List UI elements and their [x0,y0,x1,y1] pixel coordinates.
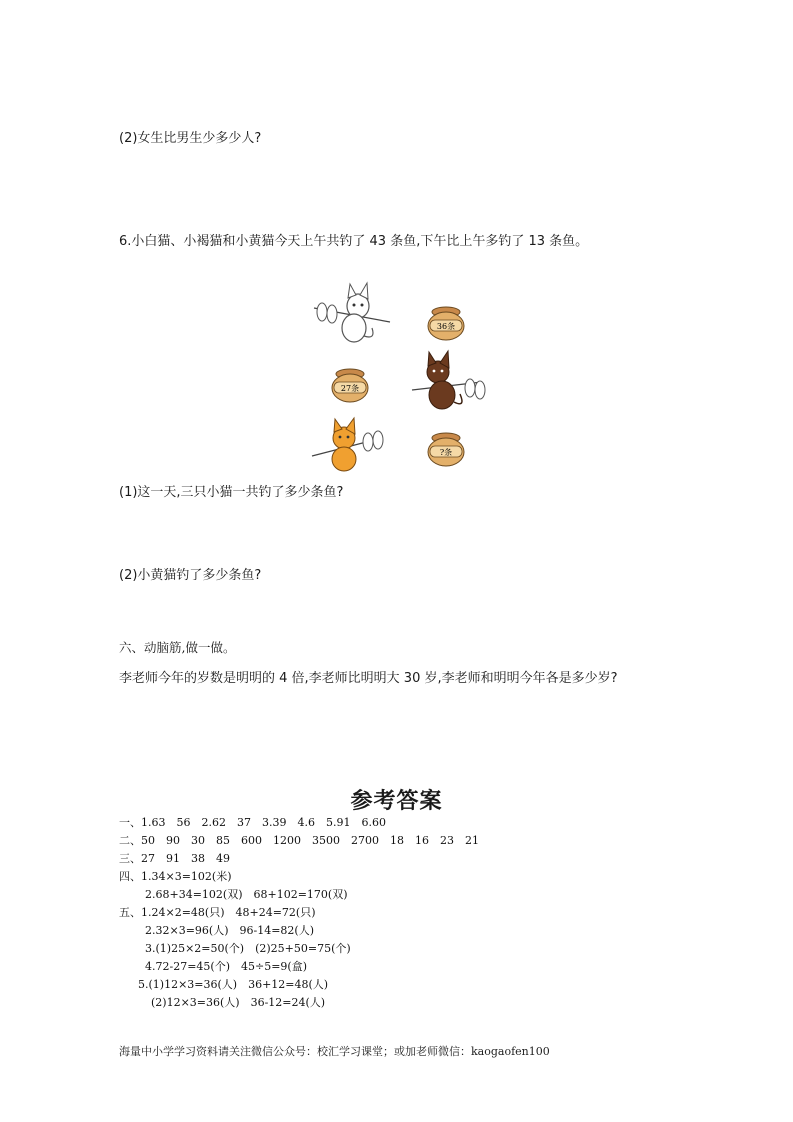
jar-yellow-cat-icon [428,433,464,466]
footer-note: 海量中小学学习资料请关注微信公众号：校汇学习课堂；或加老师微信：kaogaofen100 [119,1045,550,1058]
white-cat-icon [314,283,390,342]
answer-line: 4.72-27=45(个) 45÷5=9(盒) [145,960,308,973]
answer-line: 二、50 90 30 85 600 1200 3500 2700 18 16 23 21 [119,834,479,847]
question-6-part-2: (2)小黄猫钓了多少条鱼? [119,568,262,583]
question-6-part-1: (1)这一天,三只小猫一共钓了多少条鱼? [119,485,344,500]
jar-white-cat-icon [428,307,464,340]
jar-brown-cat-icon [332,369,368,402]
jar-yellow-label: ?条 [439,448,453,457]
yellow-cat-icon [312,418,383,471]
answer-line: (2)12×3=36(人) 36-12=24(人) [151,996,326,1009]
answer-line: 2.32×3=96(人) 96-14=82(人) [145,924,315,937]
answer-line: 3.(1)25×2=50(个) (2)25+50=75(个) [145,942,351,955]
jar-brown-label: 27条 [340,384,360,393]
section-six-heading: 六、动脑筋,做一做。 [119,640,236,655]
question-5-part-2: (2)女生比男生少多少人? [119,131,262,146]
brain-teaser-question: 李老师今年的岁数是明明的 4 倍,李老师比明明大 30 岁,李老师和明明今年各是多少岁? [119,671,618,686]
answer-key-title: 参考答案 [350,789,443,814]
jar-white-label: 36条 [436,322,456,331]
brown-cat-icon [412,351,485,409]
answer-line: 2.68+34=102(双) 68+102=170(双) [145,888,348,901]
answer-line: 5.(1)12×3=36(人) 36+12=48(人) [138,978,329,991]
answer-line: 五、1.24×2=48(只) 48+24=72(只) [119,906,316,919]
question-6: 6.小白猫、小褐猫和小黄猫今天上午共钓了 43 条鱼,下午比上午多钓了 13 条鱼。 [119,234,589,249]
answer-line: 四、1.34×3=102(米) [119,870,232,883]
answer-line: 三、27 91 38 49 [119,852,230,865]
answer-line: 一、1.63 56 2.62 37 3.39 4.6 5.91 6.60 [119,816,386,829]
cats-fishing-illustration [310,278,490,473]
